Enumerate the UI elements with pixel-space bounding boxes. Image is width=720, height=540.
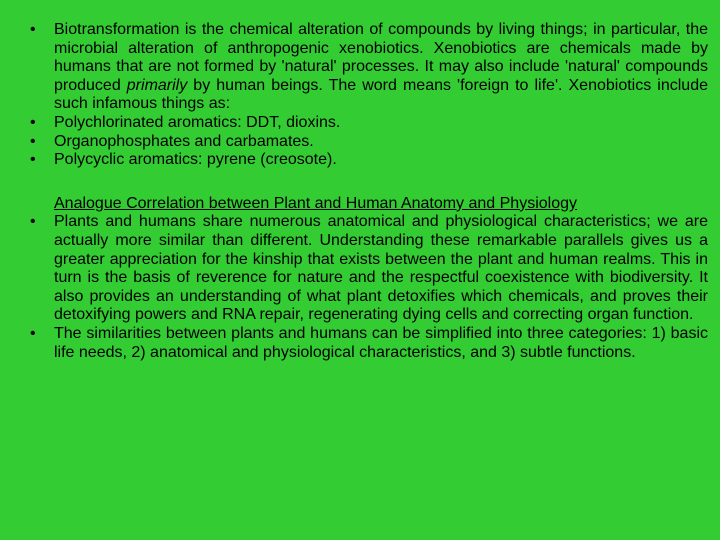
bullet-icon: • [30,21,36,38]
paragraph-text: Plants and humans share numerous anatomical and physiological characteristics; we are actually more similar than different. Understanding these remarkable parallels gives us a greater appreciation for the kinship that exists between the plant and human realms. This in turn is the basis of reverence for nature and the respectful coexistence with biodiversity. It also provides an understanding of what plant detoxifies which chemicals, and proves their detoxifying powers and RNA repair, regenerating dying cells and correcting organ function. [54,213,708,324]
bullet-item-polycyclic [30,151,708,170]
bullet-item-polychlorinated [30,114,708,133]
paragraph-text: The similarities between plants and humans can be simplified into three categories: 1) basic life needs, 2) anatomical and physiological characteristics, and 3) subtle functions. [54,324,708,361]
bullet-icon: • [30,324,36,342]
analogue-list [30,213,708,362]
bullet-icon: • [30,132,36,150]
slide-content [30,21,708,362]
intro-text-part2: by human beings. The word means 'foreign to life'. Xenobiotics include such infamous things as: [54,76,708,113]
xenobiotics-list [30,21,708,170]
intro-emphasis: primarily [126,76,188,94]
bullet-item-biotransformation [30,21,708,114]
section-heading: Analogue Correlation between Plant and Human Anatomy and Physiology [54,194,577,212]
bullet-icon: • [30,151,36,169]
bullet-item-organophosphates [30,133,708,152]
bullet-item-plants-humans [30,213,708,325]
list-item-text: Organophosphates and carbamates. [54,132,314,150]
bullet-icon: • [30,113,36,131]
bullet-icon: • [30,213,36,231]
list-item-text: Polycyclic aromatics: pyrene (creosote). [54,151,337,169]
bullet-item-similarities [30,325,708,362]
section-spacer [30,170,708,195]
list-item-text: Polychlorinated aromatics: DDT, dioxins. [54,113,341,131]
intro-text-part1: Biotransformation is the chemical alteration of compounds by living things; in particular, the microbial alteration of anthropogenic xenobiotics. Xenobiotics are chemicals made by humans that are not formed by 'natural' processes. It may also include 'natural' compounds produced [54,21,708,94]
